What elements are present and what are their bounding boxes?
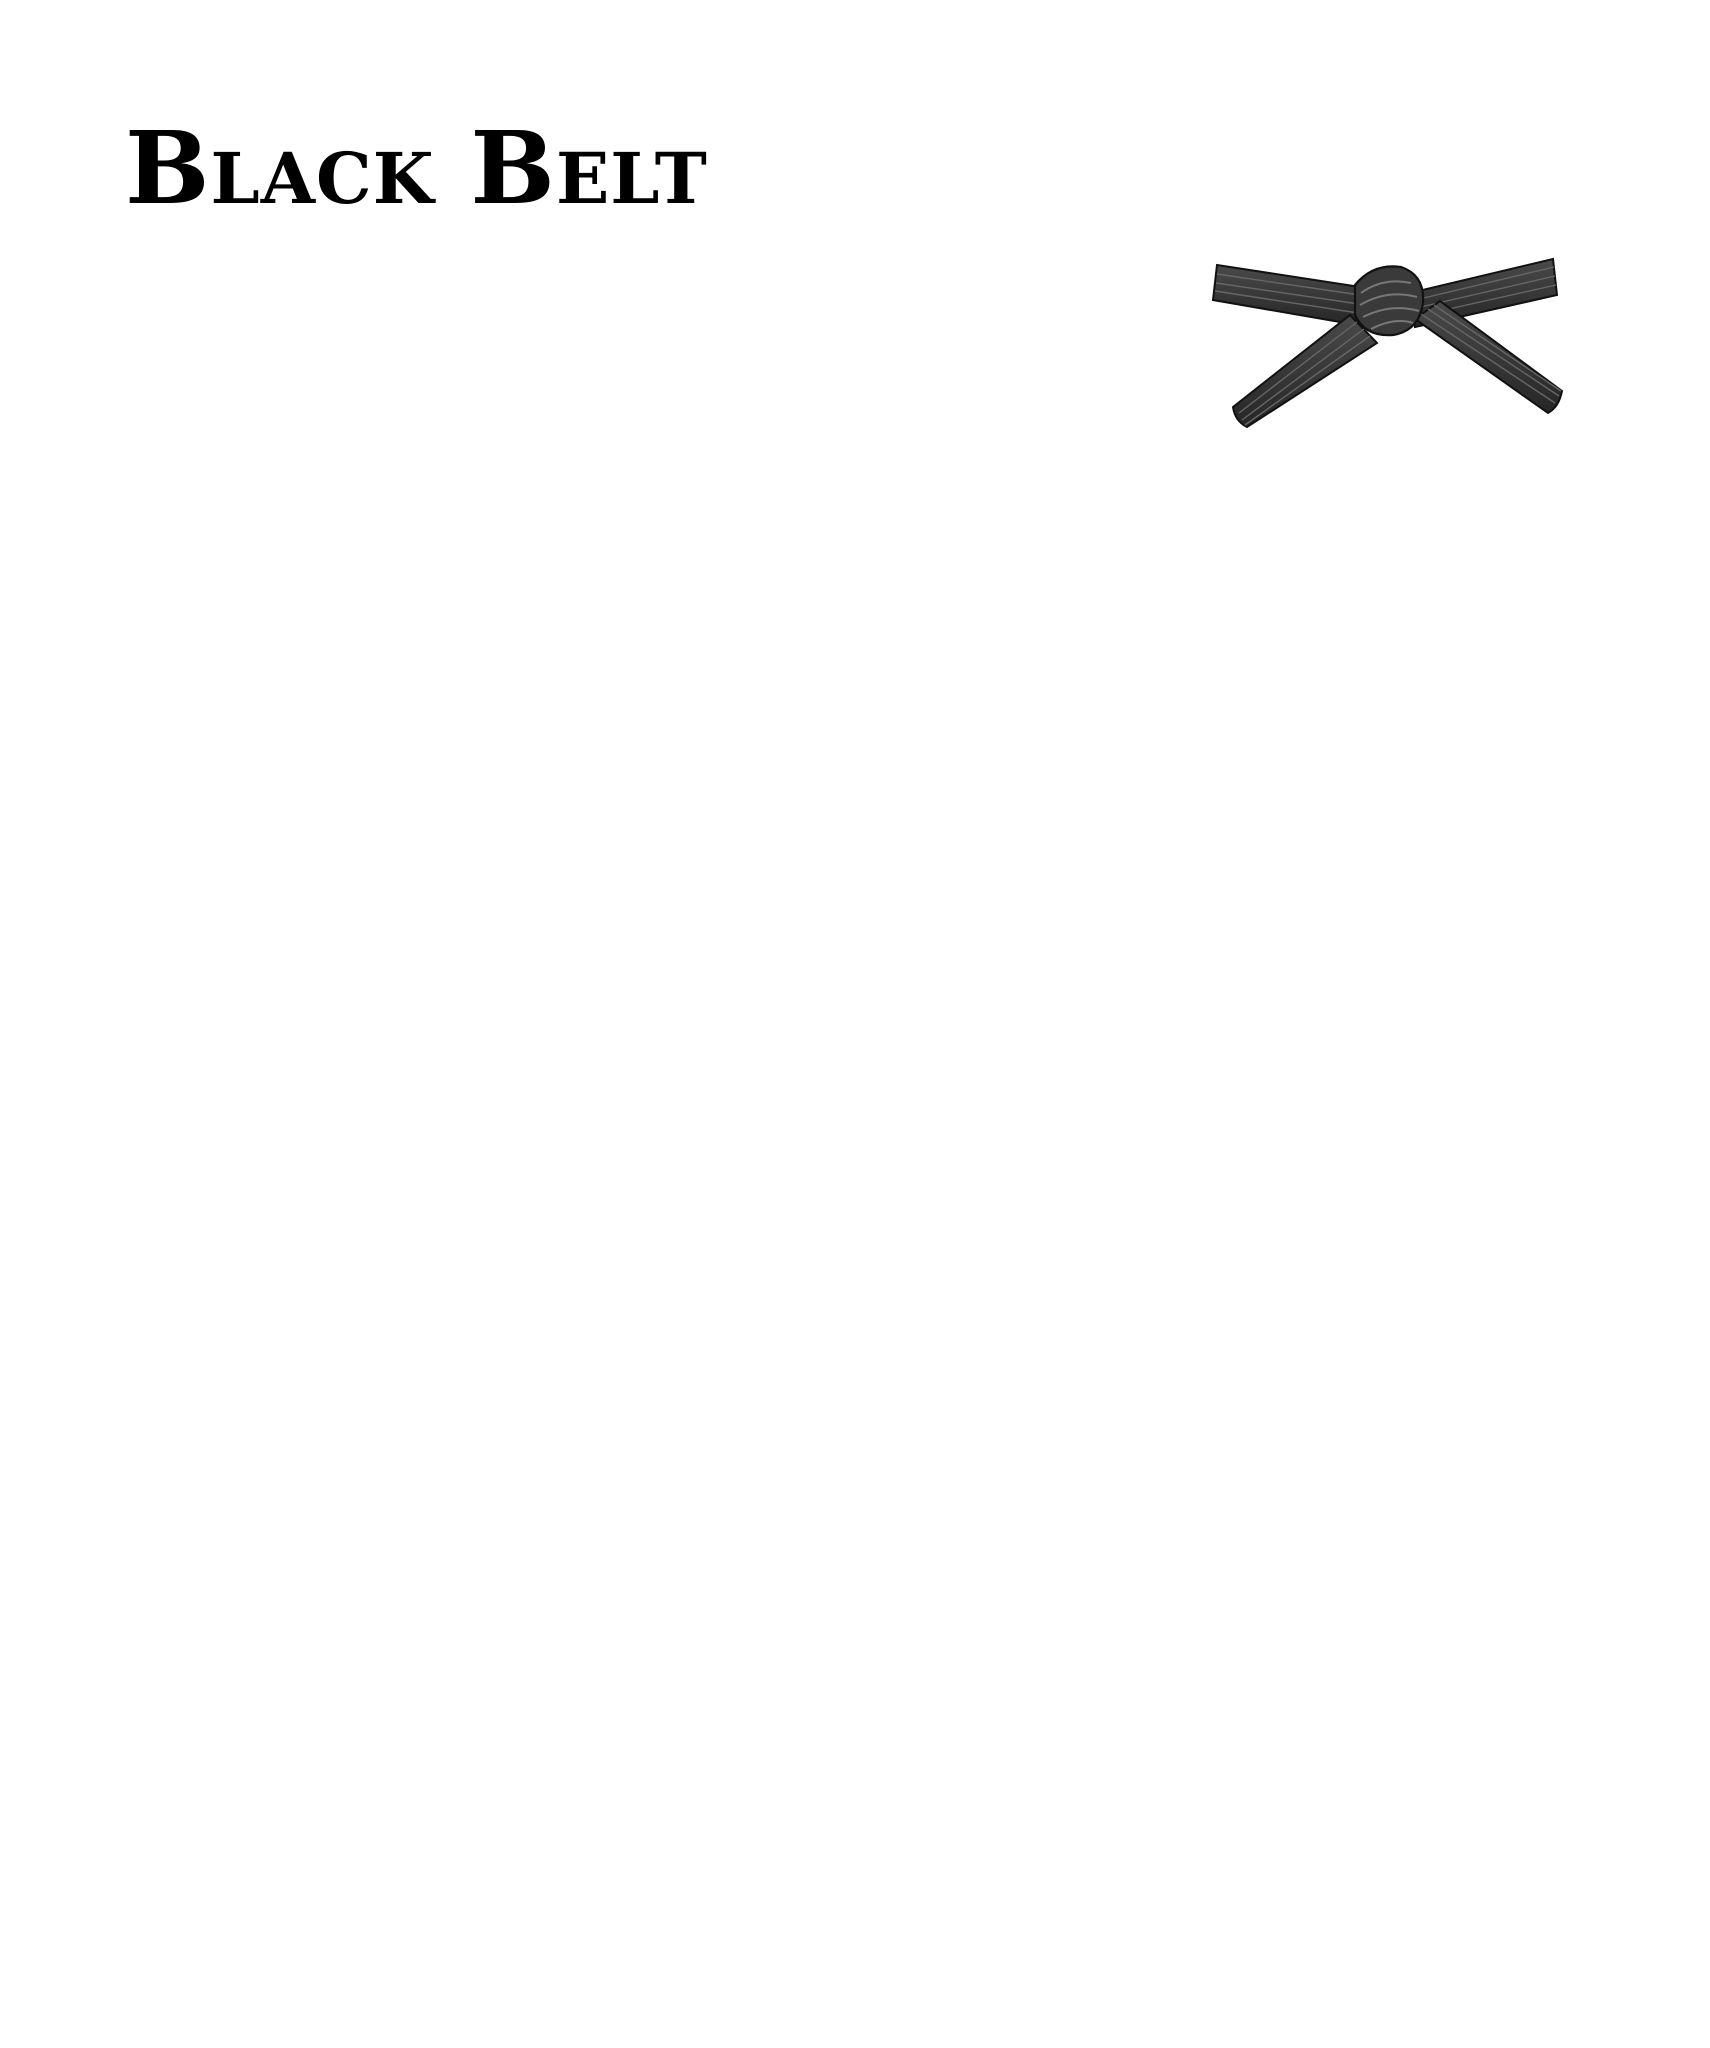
page-title [125,109,708,227]
page-title-text: Black Belt [125,109,708,227]
black-belt-knot-icon [1205,245,1575,440]
